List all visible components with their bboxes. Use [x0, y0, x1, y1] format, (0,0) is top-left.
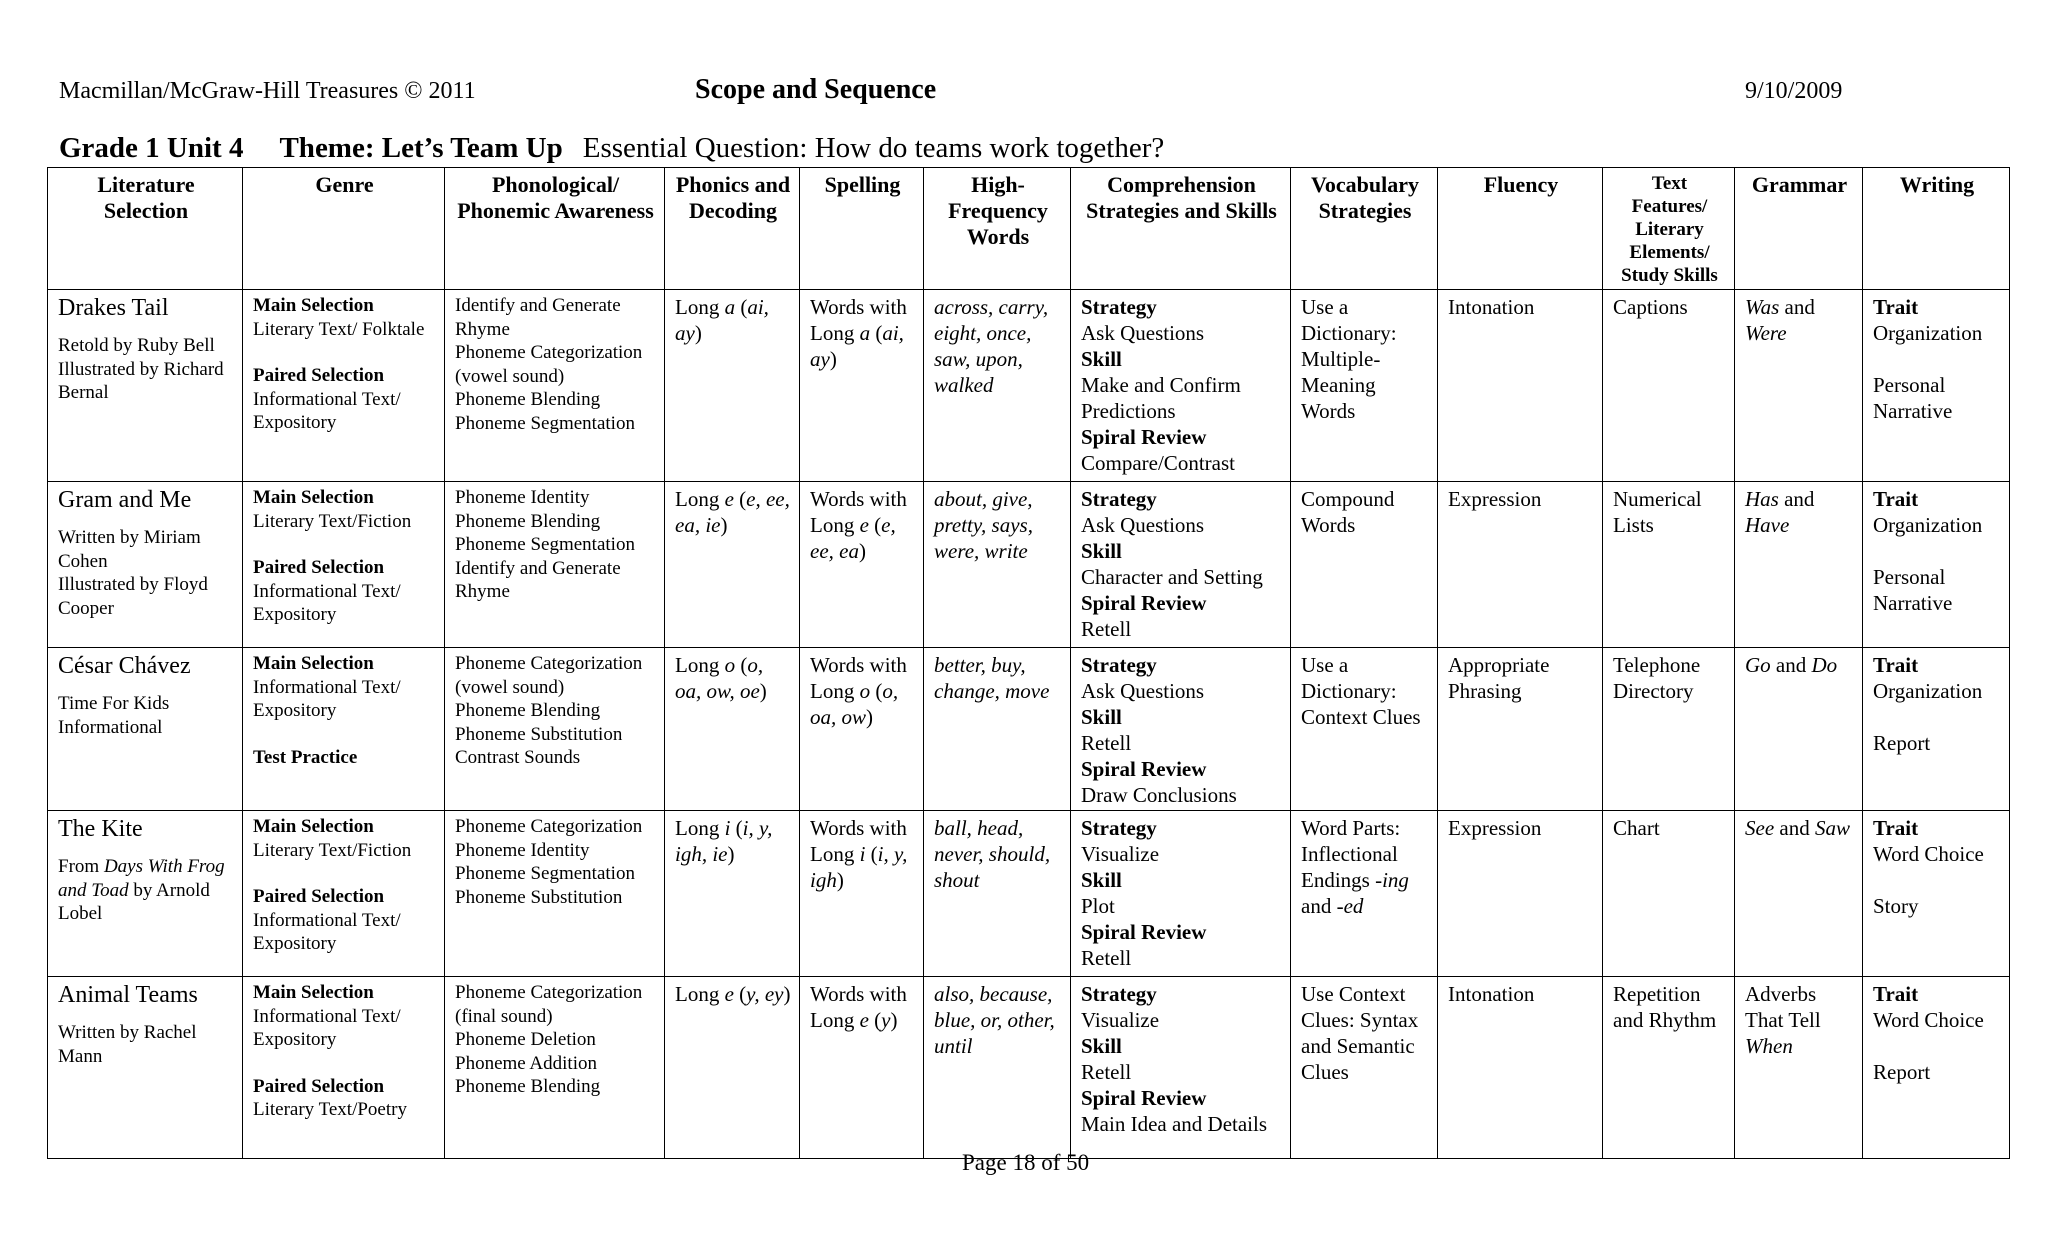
selection-title: Gram and Me [58, 487, 192, 513]
spelling-vowel: a [859, 321, 871, 345]
skill-item: Phoneme Segmentation [455, 863, 635, 884]
high-frequency-words: better, buy, change, move [934, 653, 1050, 703]
col-header-writing: Writing [1863, 168, 2010, 290]
main-selection-label: Main Selection [253, 295, 374, 316]
unit-title-line [59, 132, 1164, 165]
strategy-label: Strategy [1081, 487, 1157, 511]
paired-selection-label: Paired Selection [253, 886, 385, 907]
hfw-cell [924, 482, 1071, 648]
col-header-hfw: High-Frequency Words [924, 168, 1071, 290]
phonological-cell [445, 977, 665, 1159]
phonics-paren: ) [720, 513, 728, 537]
skill-item: Phoneme Categorization (vowel sound) [455, 653, 643, 698]
genre-cell [243, 648, 445, 811]
fluency-cell: Expression [1438, 482, 1603, 648]
trait-label: Trait [1873, 816, 1919, 840]
strategy-label: Strategy [1081, 653, 1157, 677]
spelling-text: Words with Long [810, 653, 907, 703]
main-genre: Informational Text/ Expository [253, 1005, 401, 1050]
selection-credit: Written by Miriam Cohen [58, 527, 201, 572]
strategy-value: Ask Questions [1081, 513, 1205, 537]
credit-prefix: From [58, 856, 104, 877]
selection-credit: Illustrated by Richard Bernal [58, 358, 224, 403]
spelling-cell [800, 290, 924, 482]
phonics-cell [665, 977, 800, 1159]
phonics-vowel: e [724, 982, 734, 1006]
spelling-vowel: e [859, 1008, 869, 1032]
spelling-vowel: e [859, 513, 869, 537]
strategy-label: Strategy [1081, 982, 1157, 1006]
col-header-fluency: Fluency [1438, 168, 1603, 290]
table-row [48, 482, 2010, 648]
grammar-word: Do [1811, 653, 1838, 677]
col-header-phonics: Phonics and Decoding [665, 168, 800, 290]
table-header-row [48, 168, 2010, 290]
grammar-cell [1735, 648, 1863, 811]
credit-book-title: Days With Frog and Toad [58, 856, 225, 901]
genre-cell [243, 977, 445, 1159]
phonics-text: Long [675, 295, 725, 319]
fluency-cell: Appropriate Phrasing [1438, 648, 1603, 811]
skill-item: Phoneme Blending [455, 389, 601, 410]
text-features-cell: Telephone Directory [1603, 648, 1735, 811]
spiral-review-label: Spiral Review [1081, 757, 1207, 781]
phonics-cell [665, 648, 800, 811]
spelling-paren: ( [870, 321, 883, 345]
publisher-header: Macmillan/McGraw-Hill Treasures © 2011 [59, 78, 476, 104]
selection-credit: Illustrated by Floyd Cooper [58, 574, 208, 619]
phonics-paren: ( [735, 295, 748, 319]
paired-genre: Informational Text/ Expository [253, 909, 401, 954]
strategy-value: Ask Questions [1081, 679, 1205, 703]
skill-item: Phoneme Addition [455, 1052, 597, 1074]
comprehension-cell [1071, 482, 1291, 648]
literature-cell [48, 811, 243, 977]
writing-cell [1863, 482, 2010, 648]
spelling-paren: ) [836, 868, 844, 892]
grammar-cell [1735, 290, 1863, 482]
vocabulary-and: and [1301, 894, 1337, 918]
spelling-cell [800, 648, 924, 811]
phonics-paren: ) [759, 679, 767, 703]
strategy-label: Strategy [1081, 295, 1157, 319]
essential-question: Essential Question: How do teams work together? [582, 132, 1165, 164]
trait-label: Trait [1873, 487, 1919, 511]
spelling-patterns: o, oa, ow [810, 679, 899, 729]
document-title: Scope and Sequence [695, 74, 937, 105]
document-date: 9/10/2009 [1745, 78, 1843, 104]
grammar-word: Has [1745, 487, 1779, 511]
skill-item: Phoneme Segmentation [455, 412, 635, 434]
comprehension-cell [1071, 811, 1291, 977]
text-features-cell: Chart [1603, 811, 1735, 977]
trait-value: Word Choice [1873, 842, 1984, 866]
writing-form: Personal Narrative [1873, 373, 1953, 423]
spelling-paren: ( [868, 1008, 882, 1032]
text-features-cell: Captions [1603, 290, 1735, 482]
table-row [48, 977, 2010, 1159]
phonological-cell [445, 290, 665, 482]
skill-item: Phoneme Substitution [455, 886, 623, 908]
genre-cell [243, 811, 445, 977]
phonics-patterns: e, ee, ea, ie [675, 487, 790, 537]
skill-value: Character and Setting [1081, 565, 1263, 589]
spelling-paren: ( [870, 679, 883, 703]
main-genre: Literary Text/Fiction [253, 839, 412, 861]
credit-author: by Arnold Lobel [58, 879, 210, 924]
skill-item: Phoneme Categorization (vowel sound) [455, 342, 643, 387]
phonics-vowel: a [724, 295, 736, 319]
spelling-paren: ( [865, 842, 878, 866]
grade-unit: Grade 1 Unit 4 [59, 132, 244, 164]
trait-value: Organization [1873, 513, 1983, 537]
high-frequency-words: ball, head, never, should, shout [934, 816, 1051, 892]
skill-label: Skill [1081, 1034, 1122, 1058]
trait-value: Organization [1873, 321, 1983, 345]
selection-credit: Written by Rachel Mann [58, 1022, 197, 1067]
test-practice-label: Test Practice [253, 746, 358, 768]
writing-form: Report [1873, 731, 1931, 755]
strategy-value: Visualize [1081, 1008, 1160, 1032]
phonics-paren: ) [694, 321, 702, 345]
table-row [48, 811, 2010, 977]
spelling-vowel: o [859, 679, 871, 703]
main-selection-label: Main Selection [253, 487, 374, 508]
writing-cell [1863, 648, 2010, 811]
main-genre: Literary Text/ Folktale [253, 318, 425, 340]
spiral-review-label: Spiral Review [1081, 591, 1207, 615]
spelling-patterns: y [881, 1008, 891, 1032]
phonics-patterns: i, y, igh, ie [675, 816, 773, 866]
spiral-review-value: Retell [1081, 617, 1132, 641]
selection-title: The Kite [58, 816, 143, 842]
selection-title: Animal Teams [58, 982, 198, 1008]
scope-sequence-table [47, 167, 2010, 1159]
col-header-comprehension: Comprehension Strategies and Skills [1071, 168, 1291, 290]
vocabulary-cell: Use a Dictionary: Multiple-Meaning Words [1291, 290, 1438, 482]
skill-item: Phoneme Segmentation [455, 534, 635, 555]
skill-label: Skill [1081, 705, 1122, 729]
skill-value: Make and Confirm Predictions [1081, 373, 1241, 423]
fluency-cell: Intonation [1438, 977, 1603, 1159]
grammar-word: Was [1745, 295, 1780, 319]
vocabulary-suffix: -ing [1375, 868, 1409, 892]
grammar-word: See [1745, 816, 1775, 840]
phonics-vowel: o [724, 653, 736, 677]
phonics-paren: ) [783, 982, 791, 1006]
grammar-cell [1735, 977, 1863, 1159]
skill-value: Plot [1081, 894, 1115, 918]
phonics-patterns: y, ey [746, 982, 784, 1006]
paired-selection-label: Paired Selection [253, 557, 385, 578]
selection-credit: Retold by Ruby Bell [58, 335, 215, 356]
col-header-grammar: Grammar [1735, 168, 1863, 290]
selection-title: Drakes Tail [58, 295, 169, 321]
col-header-text-features: Text Features/ Literary Elements/ Study Skills [1603, 168, 1735, 290]
writing-form: Report [1873, 1060, 1931, 1084]
page-number: Page 18 of 50 [962, 1150, 1090, 1175]
phonological-cell [445, 482, 665, 648]
phonics-vowel: i [724, 816, 731, 840]
writing-form: Story [1873, 894, 1919, 918]
skill-item: Phoneme Categorization (final sound) [455, 982, 643, 1027]
writing-cell [1863, 811, 2010, 977]
vocabulary-text: Word Parts: Inflectional Endings [1301, 816, 1401, 892]
spiral-review-value: Draw Conclusions [1081, 783, 1237, 807]
grammar-text: Adverbs That Tell [1745, 982, 1821, 1032]
trait-value: Organization [1873, 679, 1983, 703]
genre-cell [243, 290, 445, 482]
comprehension-cell [1071, 648, 1291, 811]
skill-item: Identify and Generate Rhyme [455, 295, 621, 340]
paired-selection-label: Paired Selection [253, 1075, 385, 1097]
literature-cell [48, 290, 243, 482]
grammar-word: Go [1745, 653, 1771, 677]
main-selection-label: Main Selection [253, 816, 374, 837]
col-header-genre: Genre [243, 168, 445, 290]
vocabulary-cell: Compound Words [1291, 482, 1438, 648]
spelling-paren: ( [868, 513, 882, 537]
col-header-vocabulary: Vocabulary Strategies [1291, 168, 1438, 290]
spelling-paren: ) [890, 1008, 898, 1032]
spelling-patterns: e, ee, ea [810, 513, 896, 563]
phonics-paren: ( [730, 816, 743, 840]
grammar-word: When [1745, 1034, 1793, 1058]
strategy-value: Ask Questions [1081, 321, 1205, 345]
spiral-review-value: Retell [1081, 946, 1132, 970]
phonics-vowel: e [724, 487, 734, 511]
hfw-cell [924, 977, 1071, 1159]
text-features-cell: Repetition and Rhythm [1603, 977, 1735, 1159]
phonics-cell [665, 482, 800, 648]
grammar-word: Have [1745, 513, 1790, 537]
skill-item: Phoneme Blending [455, 1076, 601, 1097]
skill-label: Skill [1081, 539, 1122, 563]
literature-cell [48, 482, 243, 648]
spelling-paren: ) [829, 347, 837, 371]
skill-item: Phoneme Categorization [455, 816, 643, 837]
phonics-text: Long [675, 487, 725, 511]
spelling-vowel: i [859, 842, 866, 866]
phonics-paren: ( [733, 487, 747, 511]
col-header-literature: Literature Selection [48, 168, 243, 290]
strategy-value: Visualize [1081, 842, 1160, 866]
comprehension-cell [1071, 290, 1291, 482]
phonics-text: Long [675, 982, 725, 1006]
phonics-paren: ( [735, 653, 748, 677]
comprehension-cell [1071, 977, 1291, 1159]
phonics-paren: ( [733, 982, 747, 1006]
paired-genre: Literary Text/Poetry [253, 1099, 407, 1120]
spiral-review-label: Spiral Review [1081, 1086, 1207, 1110]
fluency-cell: Intonation [1438, 290, 1603, 482]
skill-item: Contrast Sounds [455, 747, 581, 768]
phonics-cell [665, 811, 800, 977]
table-row [48, 648, 2010, 811]
hfw-cell [924, 290, 1071, 482]
skill-label: Skill [1081, 347, 1122, 371]
fluency-cell: Expression [1438, 811, 1603, 977]
selection-title: César Chávez [58, 653, 191, 679]
high-frequency-words: across, carry, eight, once, saw, upon, walked [934, 295, 1049, 397]
spelling-cell [800, 811, 924, 977]
vocabulary-cell: Use a Dictionary: Context Clues [1291, 648, 1438, 811]
skill-item: Phoneme Blending [455, 510, 601, 532]
grammar-cell [1735, 482, 1863, 648]
paired-genre: Informational Text/ Expository [253, 388, 401, 433]
spelling-text: Words with Long [810, 816, 907, 866]
col-header-spelling: Spelling [800, 168, 924, 290]
phonics-paren: ) [727, 842, 735, 866]
grammar-cell [1735, 811, 1863, 977]
phonics-patterns: o, oa, ow, oe [675, 653, 764, 703]
high-frequency-words: also, because, blue, or, other, until [934, 982, 1055, 1058]
phonological-cell [445, 648, 665, 811]
writing-cell [1863, 290, 2010, 482]
phonics-text: Long [675, 653, 725, 677]
spelling-paren: ) [866, 705, 874, 729]
literature-cell [48, 977, 243, 1159]
spelling-text: Words with Long [810, 295, 907, 345]
grammar-and: and [1770, 653, 1812, 677]
trait-label: Trait [1873, 982, 1919, 1006]
writing-cell [1863, 977, 2010, 1159]
main-genre: Informational Text/ Expository [253, 676, 401, 721]
spelling-text: Words with Long [810, 487, 907, 537]
selection-credit [58, 855, 234, 926]
skill-item: Phoneme Blending [455, 700, 601, 721]
grammar-word: Saw [1814, 816, 1850, 840]
main-genre: Literary Text/Fiction [253, 510, 412, 532]
spelling-patterns: ai, ay [810, 321, 904, 371]
high-frequency-words: about, give, pretty, says, were, write [934, 487, 1033, 563]
spiral-review-label: Spiral Review [1081, 425, 1207, 449]
trait-label: Trait [1873, 295, 1919, 319]
grammar-and: and [1778, 487, 1815, 511]
skill-item: Phoneme Substitution [455, 723, 623, 745]
skill-item: Phoneme Identity [455, 839, 590, 861]
spelling-patterns: i, y, igh [810, 842, 908, 892]
selection-credit: Time For Kids Informational [58, 693, 170, 738]
spelling-text: Words with Long [810, 982, 907, 1032]
vocabulary-cell: Use Context Clues: Syntax and Semantic Clues [1291, 977, 1438, 1159]
writing-form: Personal Narrative [1873, 565, 1953, 615]
literature-cell [48, 648, 243, 811]
skill-item: Phoneme Identity [455, 487, 590, 508]
spiral-review-value: Compare/Contrast [1081, 451, 1235, 475]
grammar-and: and [1779, 295, 1815, 319]
skill-label: Skill [1081, 868, 1122, 892]
hfw-cell [924, 648, 1071, 811]
hfw-cell [924, 811, 1071, 977]
spiral-review-value: Main Idea and Details [1081, 1112, 1268, 1136]
phonics-text: Long [675, 816, 725, 840]
trait-value: Word Choice [1873, 1008, 1984, 1032]
phonics-cell [665, 290, 800, 482]
paired-genre: Informational Text/ Expository [253, 580, 401, 625]
phonics-patterns: ai, ay [675, 295, 769, 345]
phonological-cell [445, 811, 665, 977]
grammar-word: Were [1745, 321, 1787, 345]
main-selection-label: Main Selection [253, 653, 374, 674]
trait-label: Trait [1873, 653, 1919, 677]
col-header-phonological: Phonological/ Phonemic Awareness [445, 168, 665, 290]
skill-item: Phoneme Deletion [455, 1029, 596, 1050]
vocabulary-cell [1291, 811, 1438, 977]
unit-theme: Theme: Let’s Team Up [279, 132, 563, 164]
grammar-and: and [1774, 816, 1815, 840]
vocabulary-suffix: -ed [1336, 894, 1364, 918]
skill-item: Identify and Generate Rhyme [455, 557, 621, 602]
skill-value: Retell [1081, 731, 1132, 755]
spelling-paren: ) [858, 539, 866, 563]
strategy-label: Strategy [1081, 816, 1157, 840]
text-features-cell: Numerical Lists [1603, 482, 1735, 648]
main-selection-label: Main Selection [253, 982, 374, 1003]
paired-selection-label: Paired Selection [253, 365, 385, 386]
spiral-review-label: Spiral Review [1081, 920, 1207, 944]
spelling-cell [800, 977, 924, 1159]
table-row [48, 290, 2010, 482]
genre-cell [243, 482, 445, 648]
skill-value: Retell [1081, 1060, 1132, 1084]
spelling-cell [800, 482, 924, 648]
